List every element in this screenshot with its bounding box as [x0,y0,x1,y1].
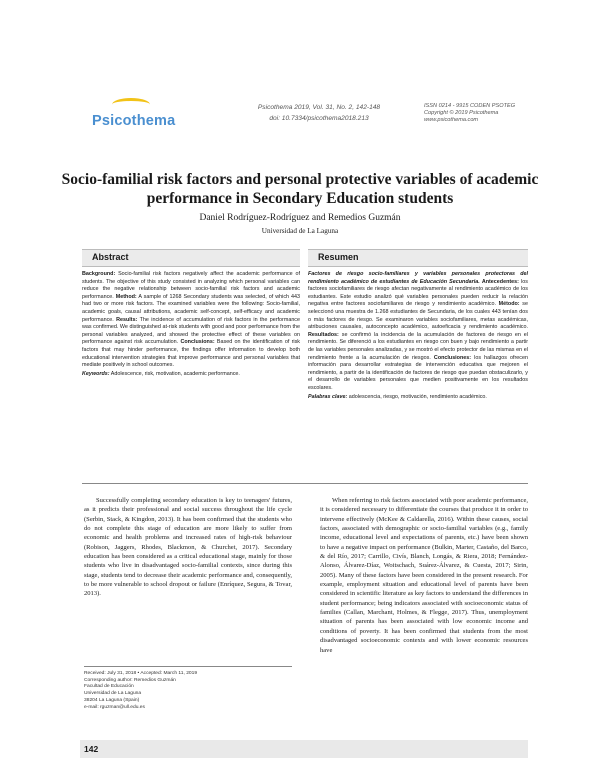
label-metodo: Método: [498,301,520,308]
paper-title: Socio-familial risk factors and personal protective variables of academic performance in Secondary Education students [61,171,539,207]
journal-line: Psicothema 2019, Vol. 31, No. 2, 142-148 [257,104,381,111]
body-left-column: Successfully completing secondary education is key to teenagers' futures, as it predicts their professional and social success throughout the life cycle (Serbin, Stack, & Kingdon, 2013). It has been confirmed that the students who do not complete this stage of education are more likely to suffer from economic and health problems and increased rates of high-risk behaviour (Robison, Jaggers, Rhodes, Blackmon, & Churchet, 2017). Secondary education has been considered as a critical educational stage, mainly for those students who live in disadvantaged socio-familial contexts, since during this stage, students tend to decrease their academic performance and, consequently, to be more vulnerable to school dropout or failure (Enríquez, Segura, & Tovar, 2013). [84,497,292,598]
journal-citation [244,103,394,124]
label-antecedentes: Antecedentes: [481,278,519,285]
logo-arc-icon [112,98,150,111]
received-dates: Received: July 31, 2018 • Accepted: March 11, 2019 [84,671,198,676]
label-keywords: Keywords: [82,370,110,377]
label-background: Background: [82,271,116,277]
footer-bar [80,740,528,758]
issn: ISSN 0214 - 9915 CODEN PSOTEG [424,103,516,109]
section-divider [82,483,528,484]
abstract-english [82,249,300,378]
text-metodo: se seleccionó una muestra de 1.268 estudiantes de Secundaria, de los cuales 443 tenían dos o más factores de riesgo. Se examinaron variables sociofamiliares, metas académicas, atribuciones causales, autoconcepto académico, autoeficacia y rendimiento académico. [308,301,528,331]
abstract-spanish [308,249,528,401]
text-conclusiones: los hallazgos ofrecen información para desarrollar estrategias de intervención educativa que mejoren el rendimiento, a partir de la identificación de factores de riesgo que puedan obstaculizarlo, y el desarrollo de variables personales que medien positivamente en los resultados escolares. [308,354,528,391]
label-conclusiones: Conclusiones: [433,354,472,361]
page-number: 142 [84,744,99,754]
website: www.psicothema.com [424,117,479,124]
corresponding-author: Corresponding author: Remedios Guzmán [84,677,176,683]
text-antecedentes: los factores sociofamiliares de riesgo afectan negativamente al rendimiento académico de los estudiantes. Este estudio analizó qué variables personales pueden reducir la relación negativa entre factores sociofamiliares de riesgo y rendimiento académico. [308,278,528,308]
label-palabras-clave: Palabras clave: [308,393,348,400]
resumen-body [308,271,528,401]
label-resultados: Resultados: [308,331,339,338]
email: e-mail: rguzman@ull.edu.es [84,704,145,710]
faculty: Facultad de Educación [84,684,134,690]
text-method: A sample of 1268 Secondary students was selected, of which 443 had two or more risk factors. The examined variables were the following: Socio-familial, academic goals, causal attributions, academic self-concept, self-efficacy and academic performance. [82,293,300,323]
footnote-divider [84,666,292,667]
affiliation: Universidad de La Laguna [261,227,339,235]
abstract-body [82,271,300,378]
resumen-title: Factores de riesgo socio-familiares y variables personales protectoras del rendimiento académico de estudiantes de Educación Secundaria. [308,271,528,285]
text-resultados: se confirmó la incidencia de la acumulación de factores de riesgo en el rendimiento. Se diferenció a los estudiantes en riesgo con buen y bajo rendimiento a partir de las variables personales analizadas, y se mostró el efecto protector de las mismas en el rendimiento frente a la acumulación de riesgos. [308,331,528,361]
body-right-column: When referring to risk factors associated with poor academic performance, it is considered necessary to differentiate the courses that produce it in order to intervene effectively (McKee & Caldarella, 2016). Within these causes, social factors, associated with demographic or socio-familial variables (e.g., family income, educational level and expectations of parents, etc.) have been shown to have a negative impact on performance (Bulkin, Marter, Castaño, del Barco, & del Río, 2017; Carrillo, Civís, Blanch, Longás, & Riera, 2018; Fernández-Alonso, Álvarez-Díaz, Woitschach, Suárez-Álvarez, & Cuesta, 2017; Sirin, 2005). Many of these factors have been considered in the present research. For example, employment situation and educational level of parents have been considered in scientific literature as key factors to understand the differences in student performance; being indicators associated with socioeconomic status of families (Callan, Marchant, Holmes, & Flegge, 2017). Thus, unemployment situation of parents has been associated with low economic income and conditions of poverty. It has been confirmed that students from the most disadvantaged socioeconomic contexts and with lower economic resources have [320,497,528,654]
address: 38204 La Laguna (Spain) [84,697,140,703]
keywords [82,371,300,379]
journal-meta [424,103,544,125]
correspondence-note [84,671,264,711]
university: Universidad de La Laguna [84,691,142,697]
copyright: Copyright © 2019 Psicothema [424,110,499,117]
label-method: Method: [115,293,137,300]
doi: doi: 10.7334/psicothema2018.213 [269,114,369,122]
text-palabras-clave: adolescencia, riesgo, motivación, rendimiento académico. [348,393,487,400]
text-keywords: Adolescence, risk, motivation, academic performance. [110,370,240,377]
authors: Daniel Rodríguez-Rodríguez and Remedios Guzmán [199,213,401,223]
text-background: Socio-familial risk factors negatively affect the academic performance of students. The objective of this study consisted in analyzing which personal variables can reduce the negative relationship between socio-familial risk factors and academic performance. [82,271,300,300]
abstract-heading-bar [82,249,300,267]
resumen-heading: Resumen [318,252,359,262]
resumen-heading-bar [308,249,528,267]
palabras-clave [308,394,528,402]
text-conclusions: Based on the identification of risk factors that may hinder performance, the findings offer information to develop both educational intervention strategies that improve performance and personal variables that mediate positively in school outcomes. [82,339,301,369]
text-results: The incidence of accumulation of risk factors in the performance was confirmed. We distinguished at-risk students with good and poor performance from the personal variables analyzed, and showed the protective effect of these variables on performance against risk accumulation. [82,316,301,346]
abstract-heading: Abstract [92,252,129,262]
journal-logo: Psicothema [92,113,176,129]
label-conclusions: Conclusions: [180,339,215,346]
label-results: Results: [116,316,138,323]
